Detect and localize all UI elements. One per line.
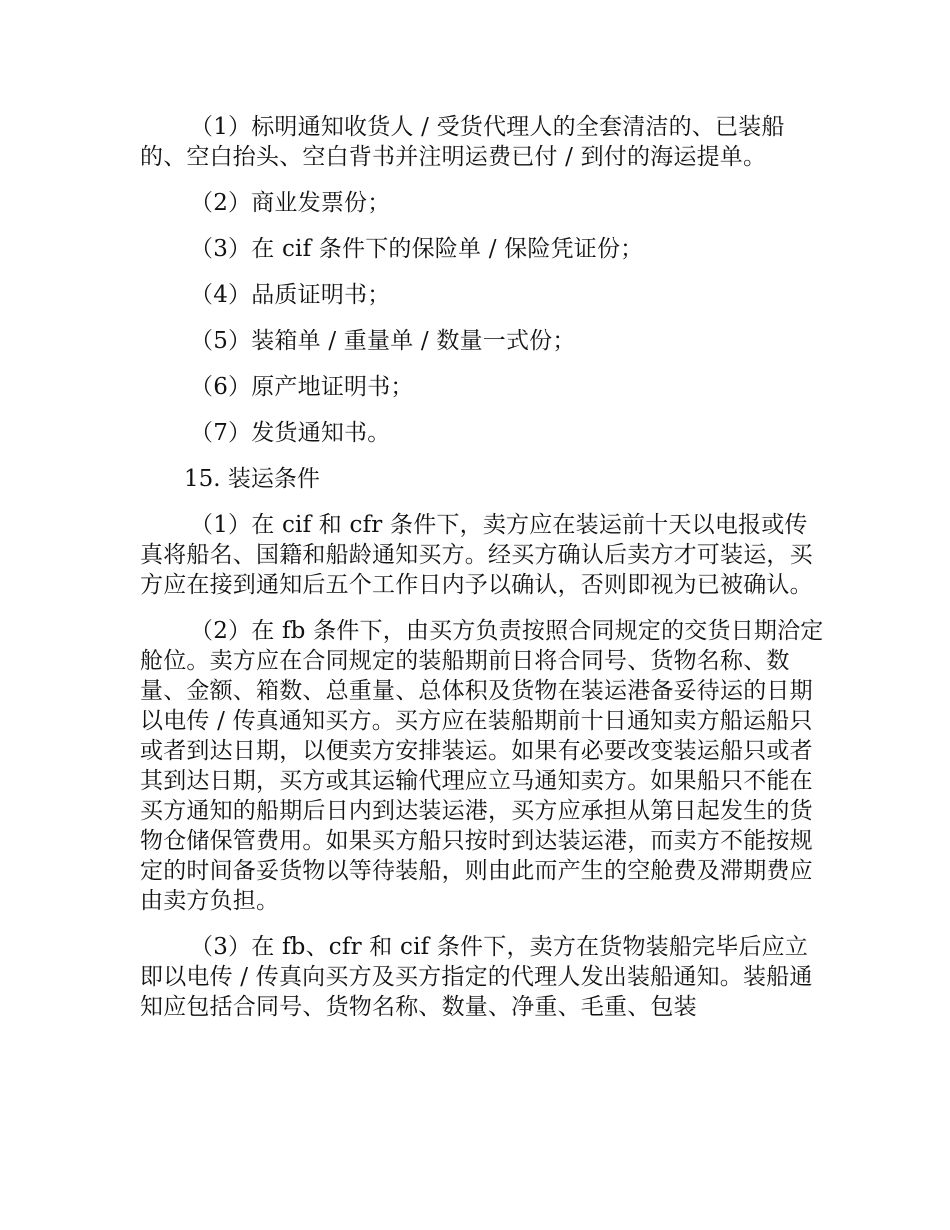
list-item-6: （6）原产地证明书； bbox=[190, 374, 414, 400]
list-item-3: （3）在 cif 条件下的保险单 / 保险凭证份； bbox=[190, 236, 644, 262]
paragraph-2: （2）在 fb 条件下，由买方负责按照合同规定的交货日期洽定舱位。卖方应在合同规定的装船期前日将合同号、货物名称、数量、金额、箱数、总重量、总体积及货物在装运港备妥待运的日期以电传 / 传真通知买方。买方应在装船期前十日通知卖方船运船只或者到达日期，以便卖方安排装运。如果有必要改变装运船只或者其到达日期，买方或其运输代理应立马通知卖方。如果船只不能在买方通知的船期后日内到达装运港，买方应承担从第日起发生的货物仓储保管费用。如果买方船只按时到达装运港，而卖方不能按规定的时间备妥货物以等待装船，则由此而产生的空舱费及滞期费应由卖方负担。 bbox=[140, 618, 824, 914]
list-item-2: （2）商业发票份； bbox=[190, 190, 391, 216]
list-item-4: （4）品质证明书； bbox=[190, 282, 391, 308]
list-item-5: （5）装箱单 / 重量单 / 数量一式份； bbox=[190, 328, 576, 354]
list-item-7: （7）发货通知书。 bbox=[190, 420, 391, 446]
document-page bbox=[140, 112, 830, 1022]
paragraph-3: （3）在 fb、cfr 和 cif 条件下，卖方在货物装船完毕后应立即以电传 / 传真向买方及买方指定的代理人发出装船通知。装船通知应包括合同号、货物名称、数量、净重、毛重、包装 bbox=[140, 934, 813, 1020]
list-item-1: （1）标明通知收货人 / 受货代理人的全套清洁的、已装船的、空白抬头、空白背书并注明运费已付 / 到付的海运提单。 bbox=[140, 114, 785, 170]
paragraph-1: （1）在 cif 和 cfr 条件下，卖方应在装运前十天以电报或传真将船名、国籍和船龄通知买方。经买方确认后卖方才可装运，买方应在接到通知后五个工作日内予以确认，否则即视为已被确认。 bbox=[140, 512, 813, 598]
section-title: 15. 装运条件 bbox=[184, 466, 320, 492]
